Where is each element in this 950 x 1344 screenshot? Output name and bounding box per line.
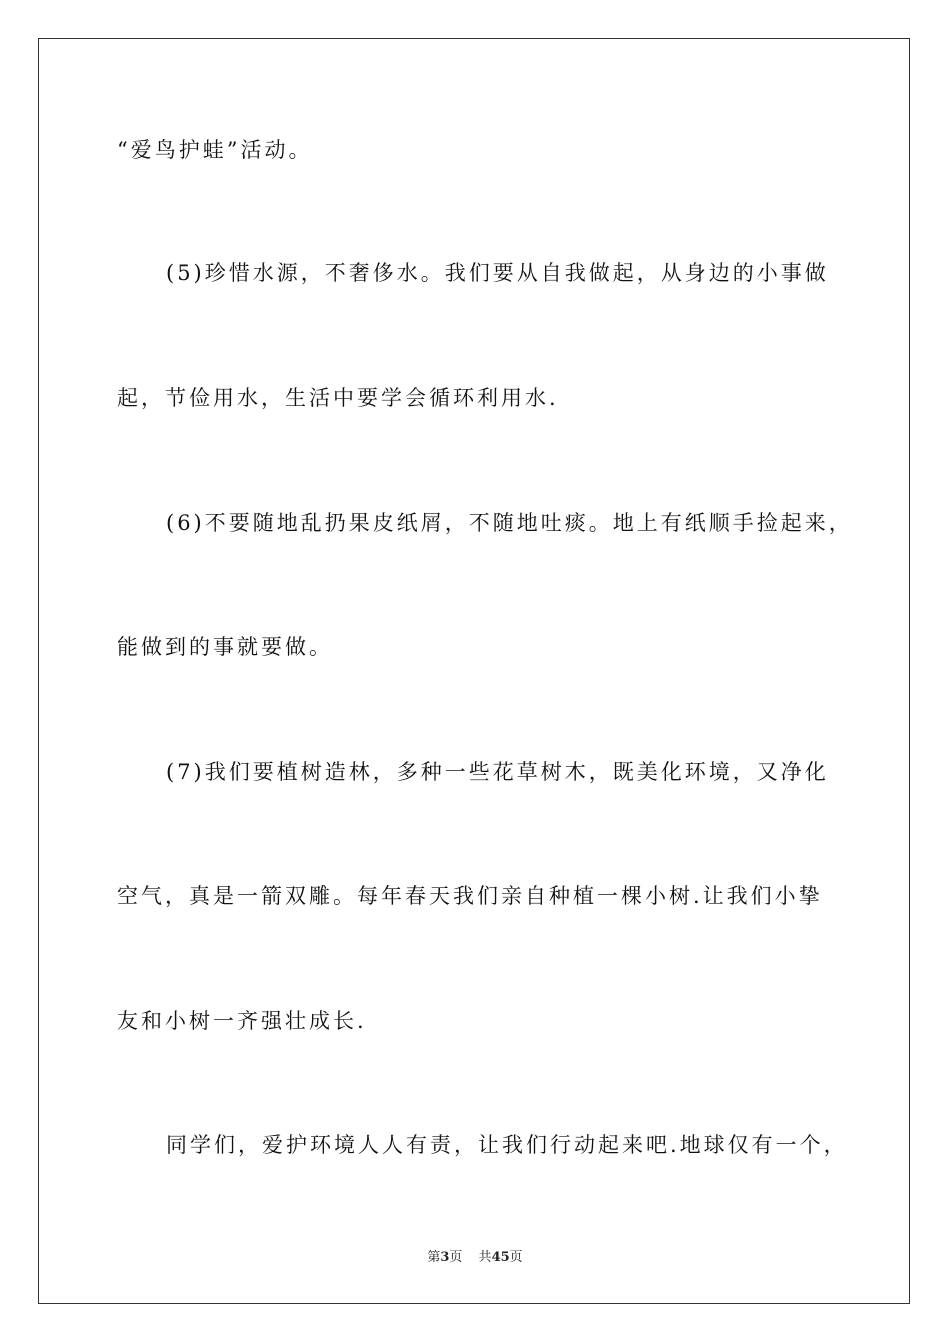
paragraph-line: 能做到的事就要做。 [117,635,333,659]
paragraph-line: (5)珍惜水源，不奢侈水。我们要从自我做起，从身边的小事做 [166,261,829,285]
paragraph-line: 空气，真是一箭双雕。每年春天我们亲自种植一棵小树.让我们小挚 [117,884,823,908]
paragraph-line: (7)我们要植树造林，多种一些花草树木，既美化环境，又净化 [166,760,829,784]
paragraph-line: (6)不要随地乱扔果皮纸屑，不随地吐痰。地上有纸顺手捡起来， [166,511,853,535]
paragraph-line: 同学们，爱护环境人人有责，让我们行动起来吧.地球仅有一个， [166,1133,848,1157]
page-border [38,38,910,1304]
paragraph-line: “爱鸟护蛙”活动。 [117,138,313,162]
paragraph-line: 起，节俭用水，生活中要学会循环利用水. [117,386,559,410]
current-page-indicator: 第3页 [427,1250,463,1265]
page-footer [0,1246,950,1265]
paragraph-line: 友和小树一齐强壮成长. [117,1009,367,1033]
total-pages-indicator: 共45页 [478,1250,523,1265]
